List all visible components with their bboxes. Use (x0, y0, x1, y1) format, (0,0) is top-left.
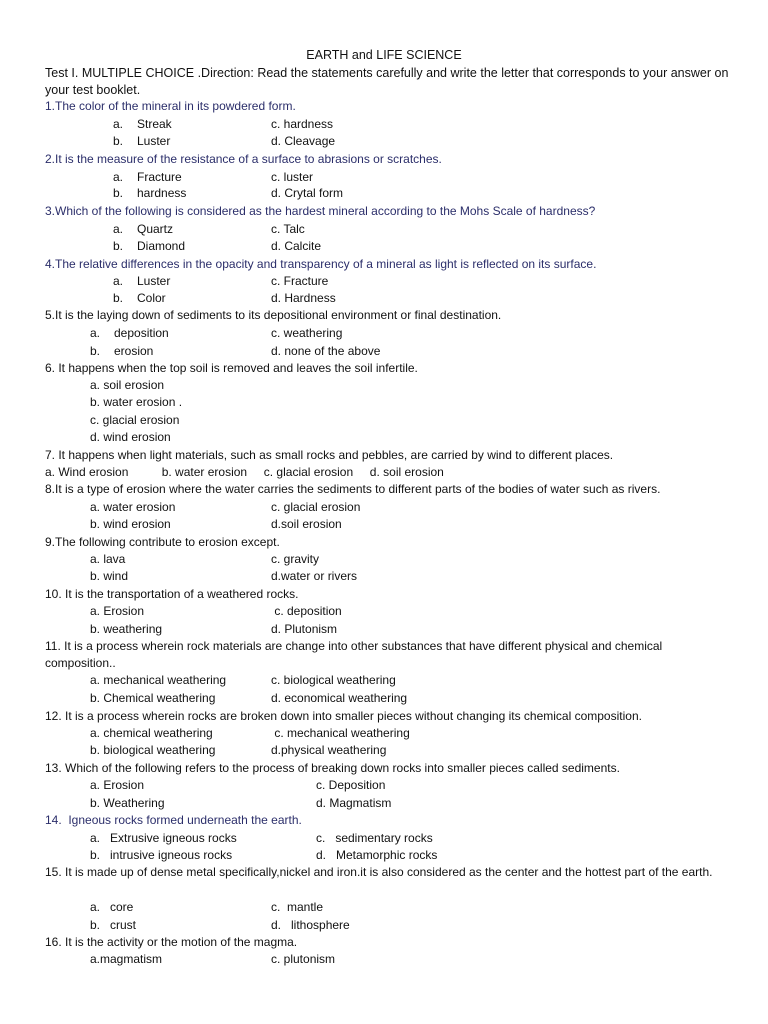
q9-option-c: c. gravity (271, 552, 320, 566)
q6-option-b: b. water erosion . (90, 395, 183, 409)
q16-option-c: c. plutonism (271, 952, 336, 966)
q5-option-b: b. erosion (90, 344, 154, 358)
q4-option-d: d. Hardness (271, 291, 336, 305)
question-8: 8.It is a type of erosion where the water carries the sediments to different parts of the bodies of water such as rivers. (45, 482, 661, 496)
q8-option-c: c. glacial erosion (271, 500, 361, 514)
question-9: 9.The following contribute to erosion except. (45, 535, 280, 549)
question-13: 13. Which of the following refers to the process of breaking down rocks into smaller pieces called sediments. (45, 761, 620, 775)
q14-option-b: b. intrusive igneous rocks (90, 848, 233, 862)
q2-option-b: b. hardness (113, 186, 187, 200)
document-title: EARTH and LIFE SCIENCE (306, 48, 462, 62)
q11-option-b: b. Chemical weathering (90, 691, 216, 705)
q15-option-d: d. lithosphere (271, 918, 350, 932)
q10-option-d: d. Plutonism (271, 622, 338, 636)
q10-option-c: c. deposition (271, 604, 342, 618)
q9-option-b: b. wind (90, 569, 129, 583)
question-12: 12. It is a process wherein rocks are broken down into smaller pieces without changing its chemical composition. (45, 709, 642, 723)
question-16: 16. It is the activity or the motion of the magma. (45, 935, 298, 949)
q15-option-b: b. crust (90, 918, 137, 932)
q2-option-d: d. Crytal form (271, 186, 344, 200)
q3-option-a: a. Quartz (113, 222, 174, 236)
q4-option-c: c. Fracture (271, 274, 329, 288)
q6-option-d: d. wind erosion (90, 430, 171, 444)
q15-option-c: c. mantle (271, 900, 324, 914)
question-1: 1.The color of the mineral in its powdered form. (45, 99, 296, 113)
question-7: 7. It happens when light materials, such as small rocks and pebbles, are carried by wind to different places. (45, 448, 614, 462)
q13-option-d: d. Magmatism (316, 796, 392, 810)
q12-option-c: c. mechanical weathering (271, 726, 410, 740)
q3-option-c: c. Talc (271, 222, 305, 236)
q14-option-a: a. Extrusive igneous rocks (90, 831, 237, 845)
q13-option-b: b. Weathering (90, 796, 165, 810)
q6-option-c: c. glacial erosion (90, 413, 180, 427)
question-11: 11. It is a process wherein rock materials are change into other substances that have different physical and chemical composition.. (45, 639, 663, 670)
q15-option-a: a. core (90, 900, 134, 914)
q8-option-a: a. water erosion (90, 500, 176, 514)
q1-option-b: b. Luster (113, 134, 171, 148)
q5-option-d: d. none of the above (271, 344, 381, 358)
q12-option-a: a. chemical weathering (90, 726, 213, 740)
q14-option-c: c. sedimentary rocks (316, 831, 433, 845)
q8-option-b: b. wind erosion (90, 517, 171, 531)
q5-option-c: c. weathering (271, 326, 343, 340)
q13-option-c: c. Deposition (316, 778, 386, 792)
question-10: 10. It is the transportation of a weathered rocks. (45, 587, 299, 601)
question-4: 4.The relative differences in the opacity and transparency of a mineral as light is reflected on its surface. (45, 257, 597, 271)
q10-option-b: b. weathering (90, 622, 163, 636)
q7-options: a. Wind erosion b. water erosion c. glacial erosion d. soil erosion (45, 465, 444, 479)
q16-option-a: a.magmatism (90, 952, 163, 966)
q3-option-d: d. Calcite (271, 239, 322, 253)
q11-option-d: d. economical weathering (271, 691, 408, 705)
q2-option-c: c. luster (271, 170, 314, 184)
q8-option-d: d.soil erosion (271, 517, 342, 531)
question-15: 15. It is made up of dense metal specifically,nickel and iron.it is also considered as the center and the hottest part of the earth. (45, 865, 713, 879)
q9-option-d: d.water or rivers (271, 569, 358, 583)
question-5: 5.It is the laying down of sediments to its depositional environment or final destination. (45, 308, 502, 322)
q1-option-c: c. hardness (271, 117, 334, 131)
q9-option-a: a. lava (90, 552, 126, 566)
q1-option-a: a. Streak (113, 117, 172, 131)
q2-option-a: a. Fracture (113, 170, 182, 184)
q11-option-c: c. biological weathering (271, 673, 396, 687)
question-14: 14. Igneous rocks formed underneath the earth. (45, 813, 302, 827)
q4-option-a: a. Luster (113, 274, 171, 288)
test-instructions: Test I. MULTIPLE CHOICE .Direction: Read the statements carefully and write the letter that corresponds to your answer on your test booklet. (45, 66, 729, 97)
question-6: 6. It happens when the top soil is removed and leaves the soil infertile. (45, 361, 418, 375)
q5-option-a: a. deposition (90, 326, 169, 340)
question-3: 3.Which of the following is considered as the hardest mineral according to the Mohs Scale of hardness? (45, 204, 596, 218)
q3-option-b: b. Diamond (113, 239, 186, 253)
question-2: 2.It is the measure of the resistance of a surface to abrasions or scratches. (45, 152, 442, 166)
q10-option-a: a. Erosion (90, 604, 145, 618)
q1-option-d: d. Cleavage (271, 134, 336, 148)
q6-option-a: a. soil erosion (90, 378, 165, 392)
q4-option-b: b. Color (113, 291, 166, 305)
q12-option-d: d.physical weathering (271, 743, 387, 757)
q12-option-b: b. biological weathering (90, 743, 216, 757)
q13-option-a: a. Erosion (90, 778, 145, 792)
q11-option-a: a. mechanical weathering (90, 673, 227, 687)
q14-option-d: d. Metamorphic rocks (316, 848, 438, 862)
